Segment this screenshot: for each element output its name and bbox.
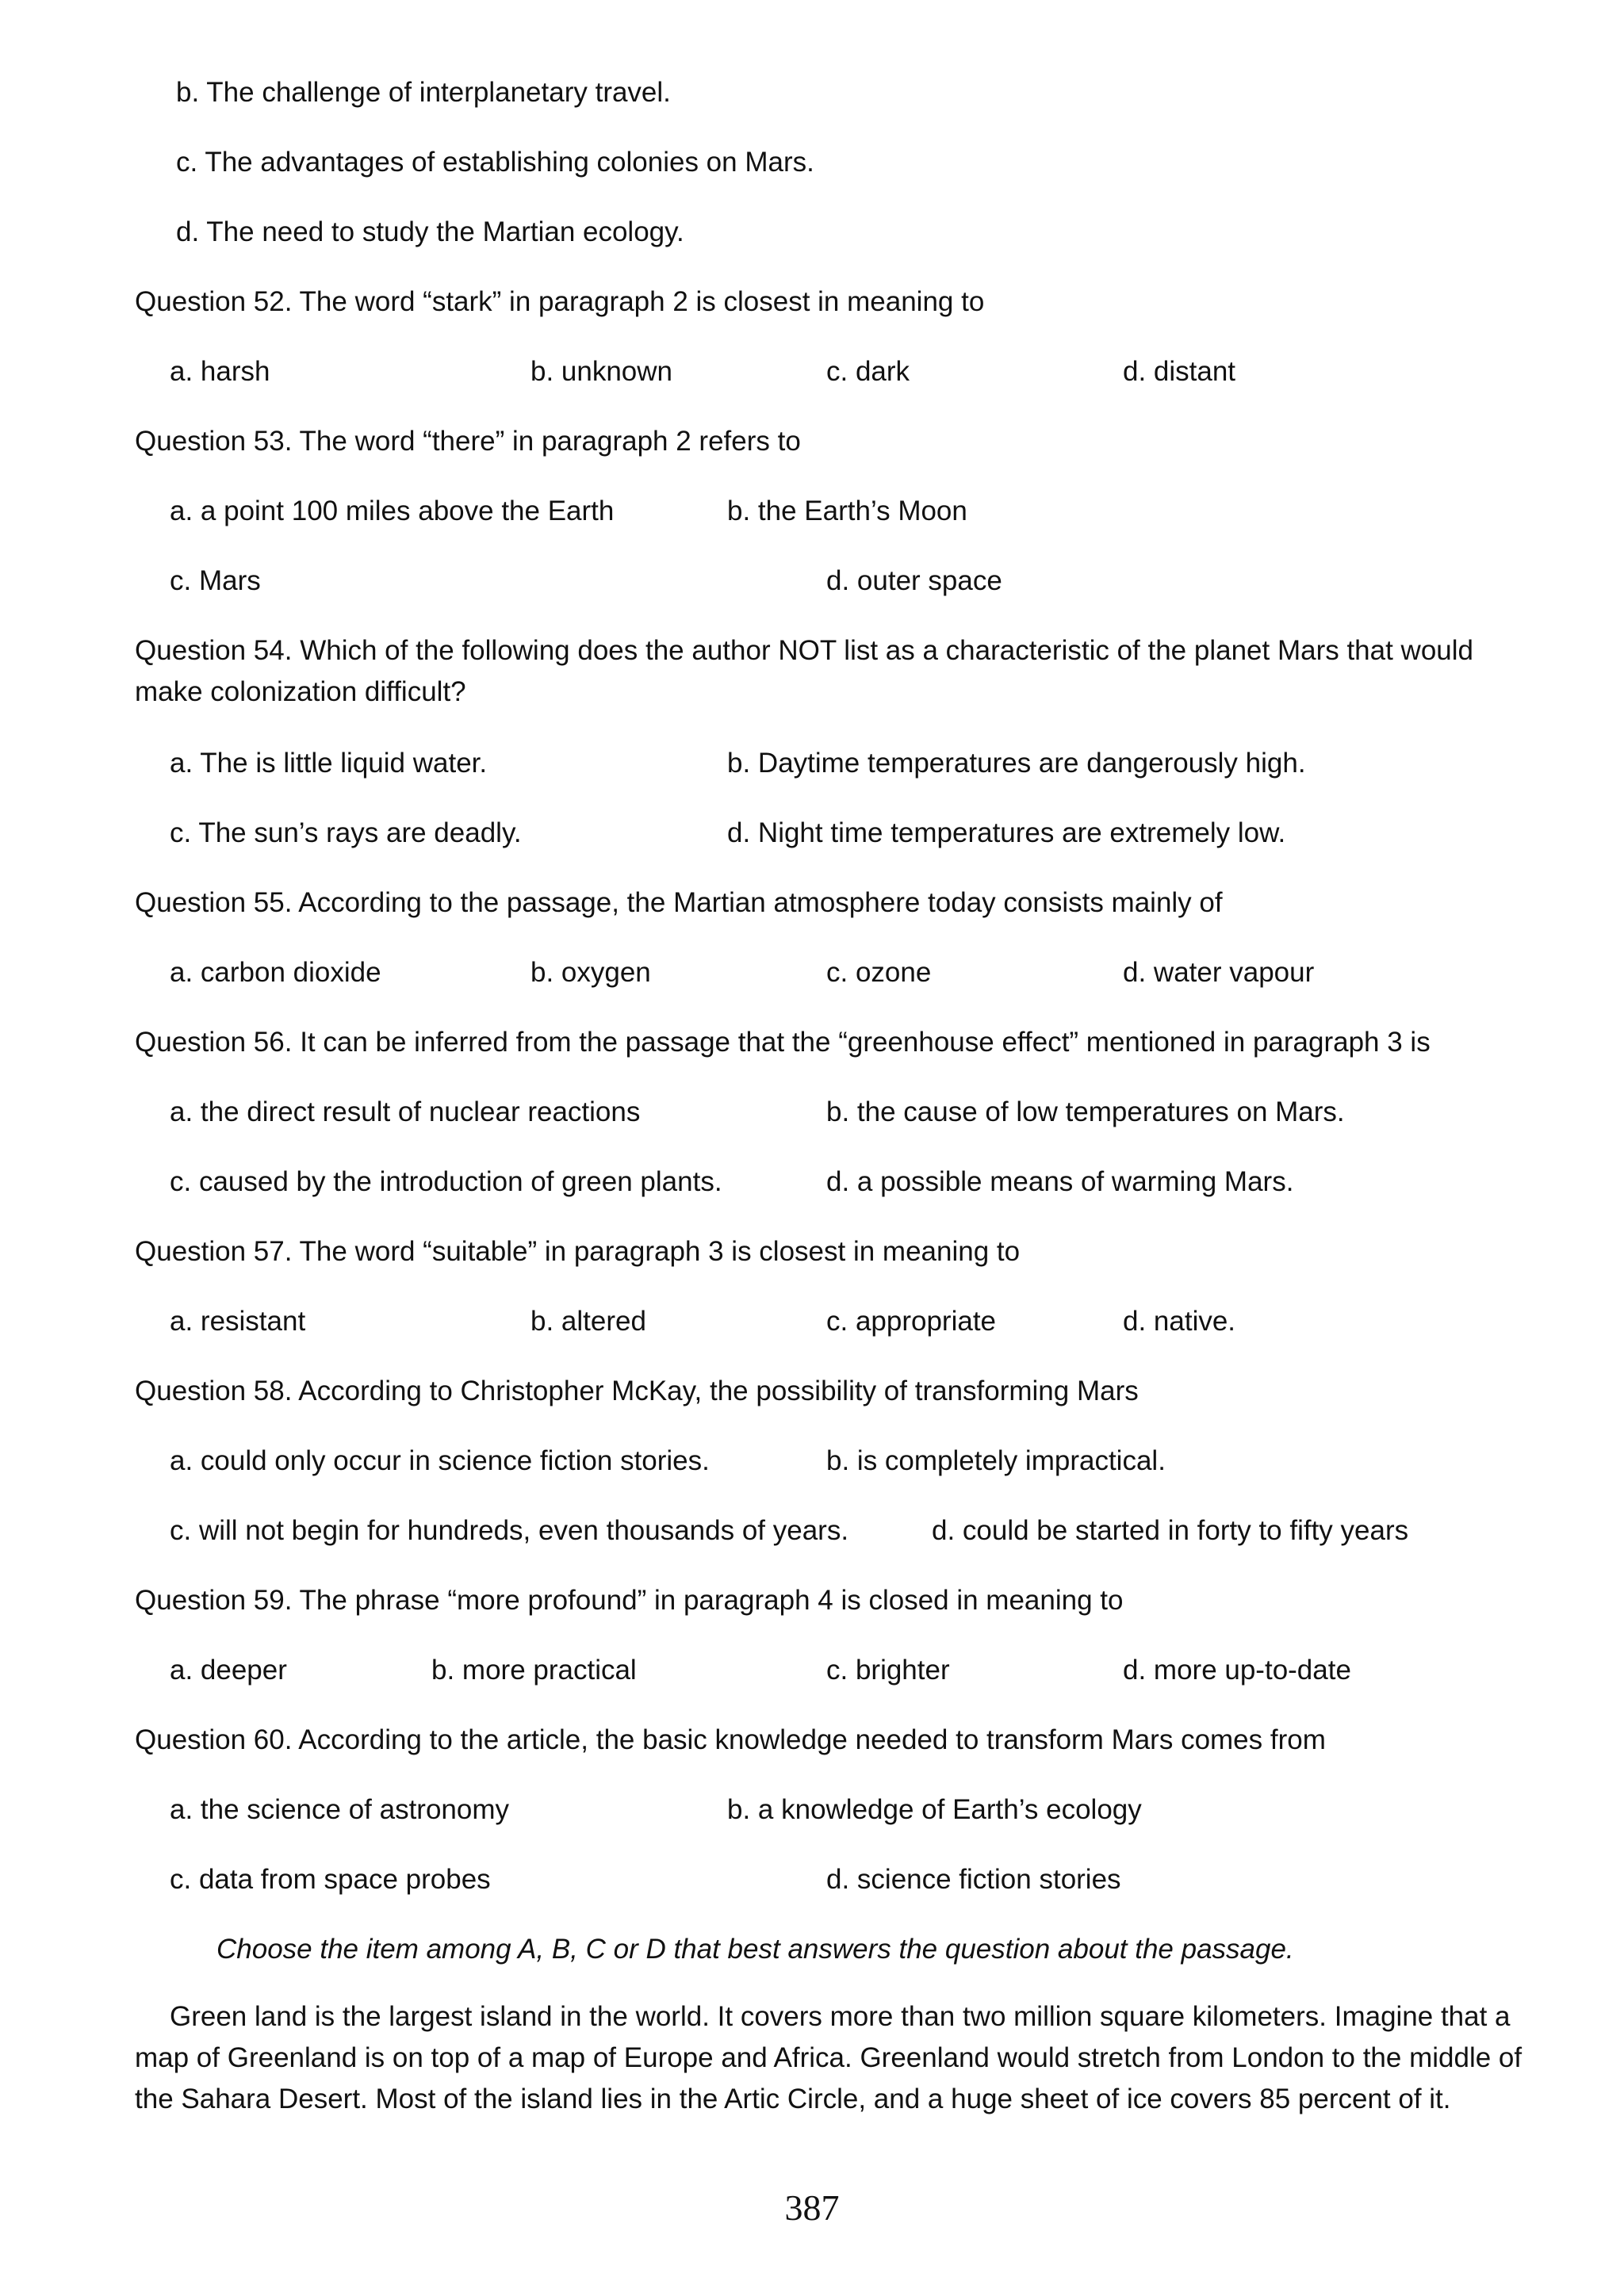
q52-option-c: c. dark	[826, 356, 910, 387]
q55-option-d: d. water vapour	[1123, 957, 1315, 988]
q60-option-d: d. science fiction stories	[826, 1864, 1121, 1895]
q56-option-c: c. caused by the introduction of green plants.	[170, 1166, 722, 1197]
q52-option-d: d. distant	[1123, 356, 1236, 387]
q59-option-d: d. more up-to-date	[1123, 1655, 1351, 1686]
reading-passage: Green land is the largest island in the world. It covers more than two million square kilometers. Imagine that a map of Greenland is on top of a map of Europe and Africa. Greenland would stretch from London to the middle of the Sahara Desert. Most of the island lies in the Artic Circle, and a huge sheet of ice covers 85 percent of it.	[135, 2001, 1522, 2114]
question-52-stem: Question 52. The word “stark” in paragraph 2 is closest in meaning to	[135, 286, 985, 317]
q53-option-c: c. Mars	[170, 565, 261, 596]
question-57-stem: Question 57. The word “suitable” in paragraph 3 is closest in meaning to	[135, 1236, 1021, 1267]
q53-option-d: d. outer space	[826, 565, 1002, 596]
q55-option-c: c. ozone	[826, 957, 932, 988]
q56-option-d: d. a possible means of warming Mars.	[826, 1166, 1294, 1197]
question-56-stem: Question 56. It can be inferred from the passage that the “greenhouse effect” mentioned in paragraph 3 is	[135, 1027, 1431, 1058]
q56-option-a: a. the direct result of nuclear reactions	[170, 1096, 641, 1127]
question-60-stem: Question 60. According to the article, the basic knowledge needed to transform Mars comes from	[135, 1724, 1326, 1755]
section-instruction: Choose the item among A, B, C or D that best answers the question about the passage.	[216, 1934, 1294, 1965]
q57-option-c: c. appropriate	[826, 1306, 997, 1337]
page-number: 387	[784, 2187, 840, 2228]
q58-option-a: a. could only occur in science fiction stories.	[170, 1445, 710, 1476]
q60-option-a: a. the science of astronomy	[170, 1794, 509, 1825]
q59-option-a: a. deeper	[170, 1655, 287, 1686]
q58-option-b: b. is completely impractical.	[826, 1445, 1166, 1476]
q53-option-b: b. the Earth’s Moon	[727, 496, 967, 526]
q55-option-b: b. oxygen	[530, 957, 651, 988]
q58-option-d: d. could be started in forty to fifty years	[932, 1515, 1409, 1546]
question-54-stem: Question 54. Which of the following does the author NOT list as a characteristic of the planet Mars that would make colonization difficult?	[135, 635, 1473, 707]
q54-option-d: d. Night time temperatures are extremely low.	[727, 817, 1286, 848]
q54-option-b: b. Daytime temperatures are dangerously high.	[727, 748, 1306, 779]
q55-option-a: a. carbon dioxide	[170, 957, 381, 988]
q53-option-a: a. a point 100 miles above the Earth	[170, 496, 615, 526]
q51-option-d: d. The need to study the Martian ecology.	[176, 216, 684, 247]
q54-option-a: a. The is little liquid water.	[170, 748, 488, 779]
q52-option-a: a. harsh	[170, 356, 270, 387]
q59-option-b: b. more practical	[431, 1655, 637, 1686]
q58-option-c: c. will not begin for hundreds, even thousands of years.	[170, 1515, 849, 1546]
question-55-stem: Question 55. According to the passage, the Martian atmosphere today consists mainly of	[135, 887, 1223, 918]
question-58-stem: Question 58. According to Christopher McKay, the possibility of transforming Mars	[135, 1376, 1139, 1406]
q60-option-b: b. a knowledge of Earth’s ecology	[727, 1794, 1142, 1825]
question-59-stem: Question 59. The phrase “more profound” in paragraph 4 is closed in meaning to	[135, 1585, 1124, 1616]
q54-option-c: c. The sun’s rays are deadly.	[170, 817, 522, 848]
q60-option-c: c. data from space probes	[170, 1864, 491, 1895]
question-53-stem: Question 53. The word “there” in paragraph 2 refers to	[135, 426, 801, 457]
q52-option-b: b. unknown	[530, 356, 673, 387]
q51-option-b: b. The challenge of interplanetary travel.	[176, 77, 671, 108]
q56-option-b: b. the cause of low temperatures on Mars.	[826, 1096, 1345, 1127]
q57-option-a: a. resistant	[170, 1306, 306, 1337]
q51-option-c: c. The advantages of establishing colonies on Mars.	[176, 147, 814, 178]
q57-option-d: d. native.	[1123, 1306, 1236, 1337]
q59-option-c: c. brighter	[826, 1655, 950, 1686]
q57-option-b: b. altered	[530, 1306, 646, 1337]
